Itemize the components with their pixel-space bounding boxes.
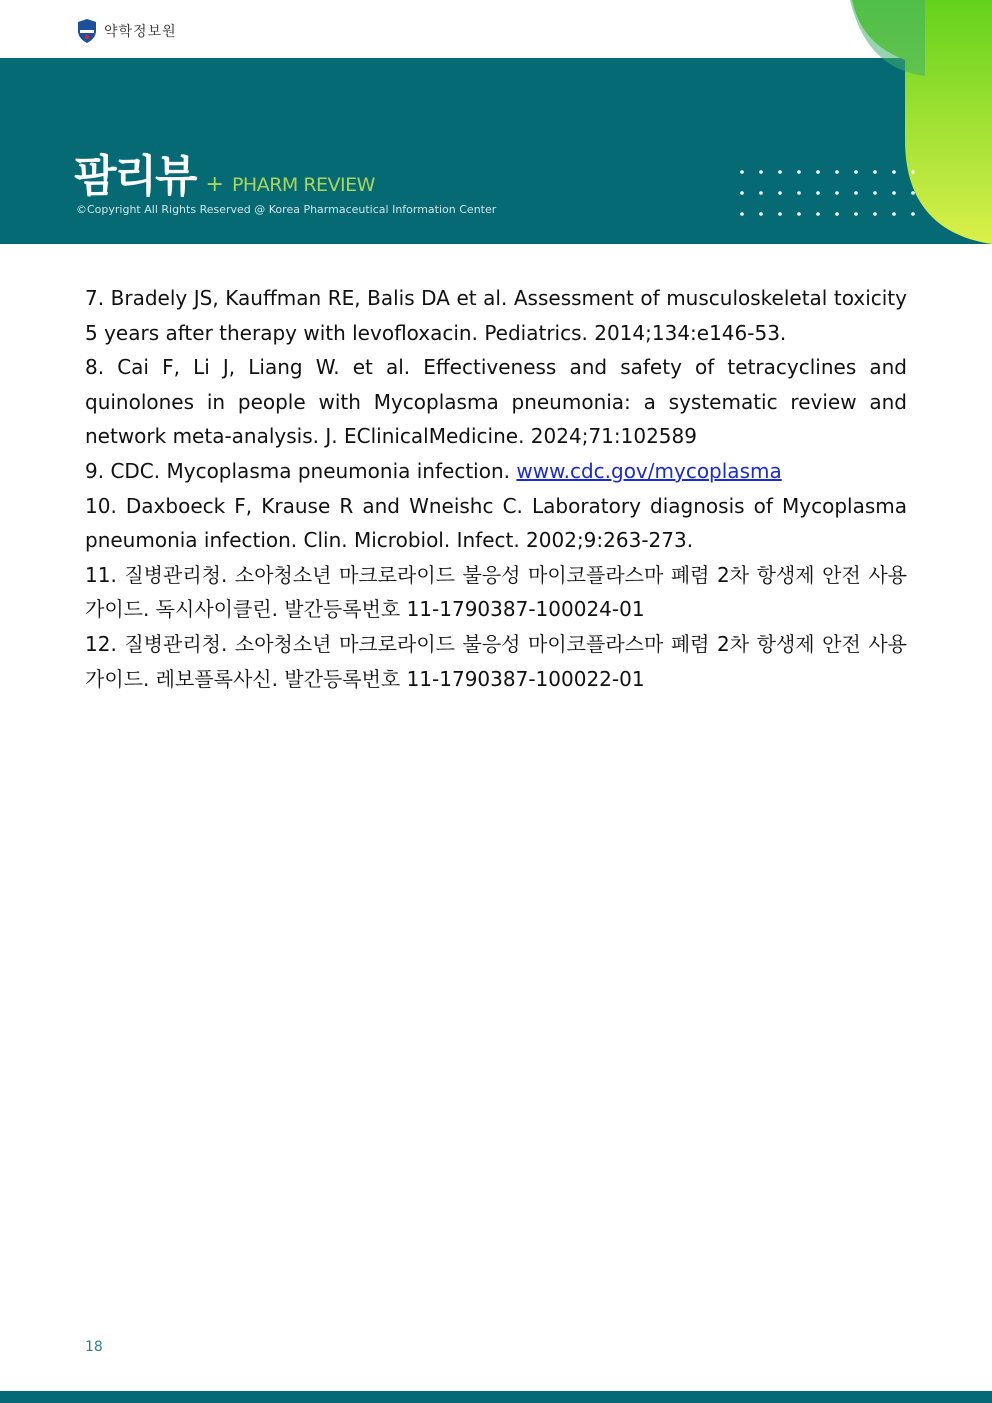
dot — [892, 212, 896, 216]
dot — [892, 170, 896, 174]
cdc-link[interactable]: www.cdc.gov/mycoplasma — [516, 458, 782, 483]
dot — [854, 170, 858, 174]
title-plus: + — [205, 172, 224, 197]
reference-list — [85, 281, 907, 696]
copyright-notice: ©Copyright All Rights Reserved @ Korea Pharmaceutical Information Center — [76, 203, 497, 216]
dot — [892, 191, 896, 195]
dot — [835, 191, 839, 195]
dot — [759, 170, 763, 174]
dot — [797, 191, 801, 195]
dot — [778, 212, 782, 216]
dot — [911, 191, 915, 195]
dot — [740, 170, 744, 174]
page-number: 18 — [85, 1339, 103, 1355]
dot — [759, 191, 763, 195]
dot — [816, 191, 820, 195]
reference-item: 8. Cai F, Li J, Liang W. et al. Effectiveness and safety of tetracyclines and quinolones in people with Mycoplasma pneumonia: a systematic review and network meta-analysis. J. EClinicalMedicine. 2024;71:102589 — [85, 355, 907, 449]
dot — [854, 191, 858, 195]
dot — [835, 170, 839, 174]
title-korean: 팜리뷰 — [74, 151, 196, 202]
dot — [873, 212, 877, 216]
dot — [816, 170, 820, 174]
dot — [854, 212, 858, 216]
dot — [778, 191, 782, 195]
reference-text: 9. CDC. Mycoplasma pneumonia infection. — [85, 458, 517, 483]
dot — [797, 212, 801, 216]
reference-item: 11. 질병관리청. 소아청소년 마크로라이드 불응성 마이코플라스마 폐렴 2차 항생제 안전 사용 가이드. 독시사이클린. 발간등록번호 11-1790387-100024-01 — [85, 562, 907, 622]
dot-grid-decoration — [732, 162, 932, 222]
title-english: PHARM REVIEW — [231, 174, 375, 196]
org-name: 약학정보원 — [104, 24, 177, 40]
reference-item: 10. Daxboeck F, Krause R and Wneishc C. Laboratory diagnosis of Mycoplasma pneumonia infection. Clin. Microbiol. Infect. 2002;9:263-273. — [85, 493, 907, 553]
dot — [778, 170, 782, 174]
dot — [759, 212, 763, 216]
reference-item: 12. 질병관리청. 소아청소년 마크로라이드 불응성 마이코플라스마 폐렴 2차 항생제 안전 사용 가이드. 레보플록사신. 발간등록번호 11-1790387-100022-01 — [85, 631, 907, 691]
footer-bar — [0, 1391, 992, 1403]
dot — [835, 212, 839, 216]
dot — [797, 170, 801, 174]
reference-item: 7. Bradely JS, Kauffman RE, Balis DA et al. Assessment of musculoskeletal toxicity 5 years after therapy with levofloxacin. Pediatrics. 2014;134:e146-53. — [85, 286, 907, 345]
dot — [873, 170, 877, 174]
dot — [911, 170, 915, 174]
dot — [740, 191, 744, 195]
publication-title — [74, 140, 375, 204]
dot — [873, 191, 877, 195]
reference-item — [85, 454, 907, 489]
dot — [740, 212, 744, 216]
dot — [911, 212, 915, 216]
dot — [816, 212, 820, 216]
